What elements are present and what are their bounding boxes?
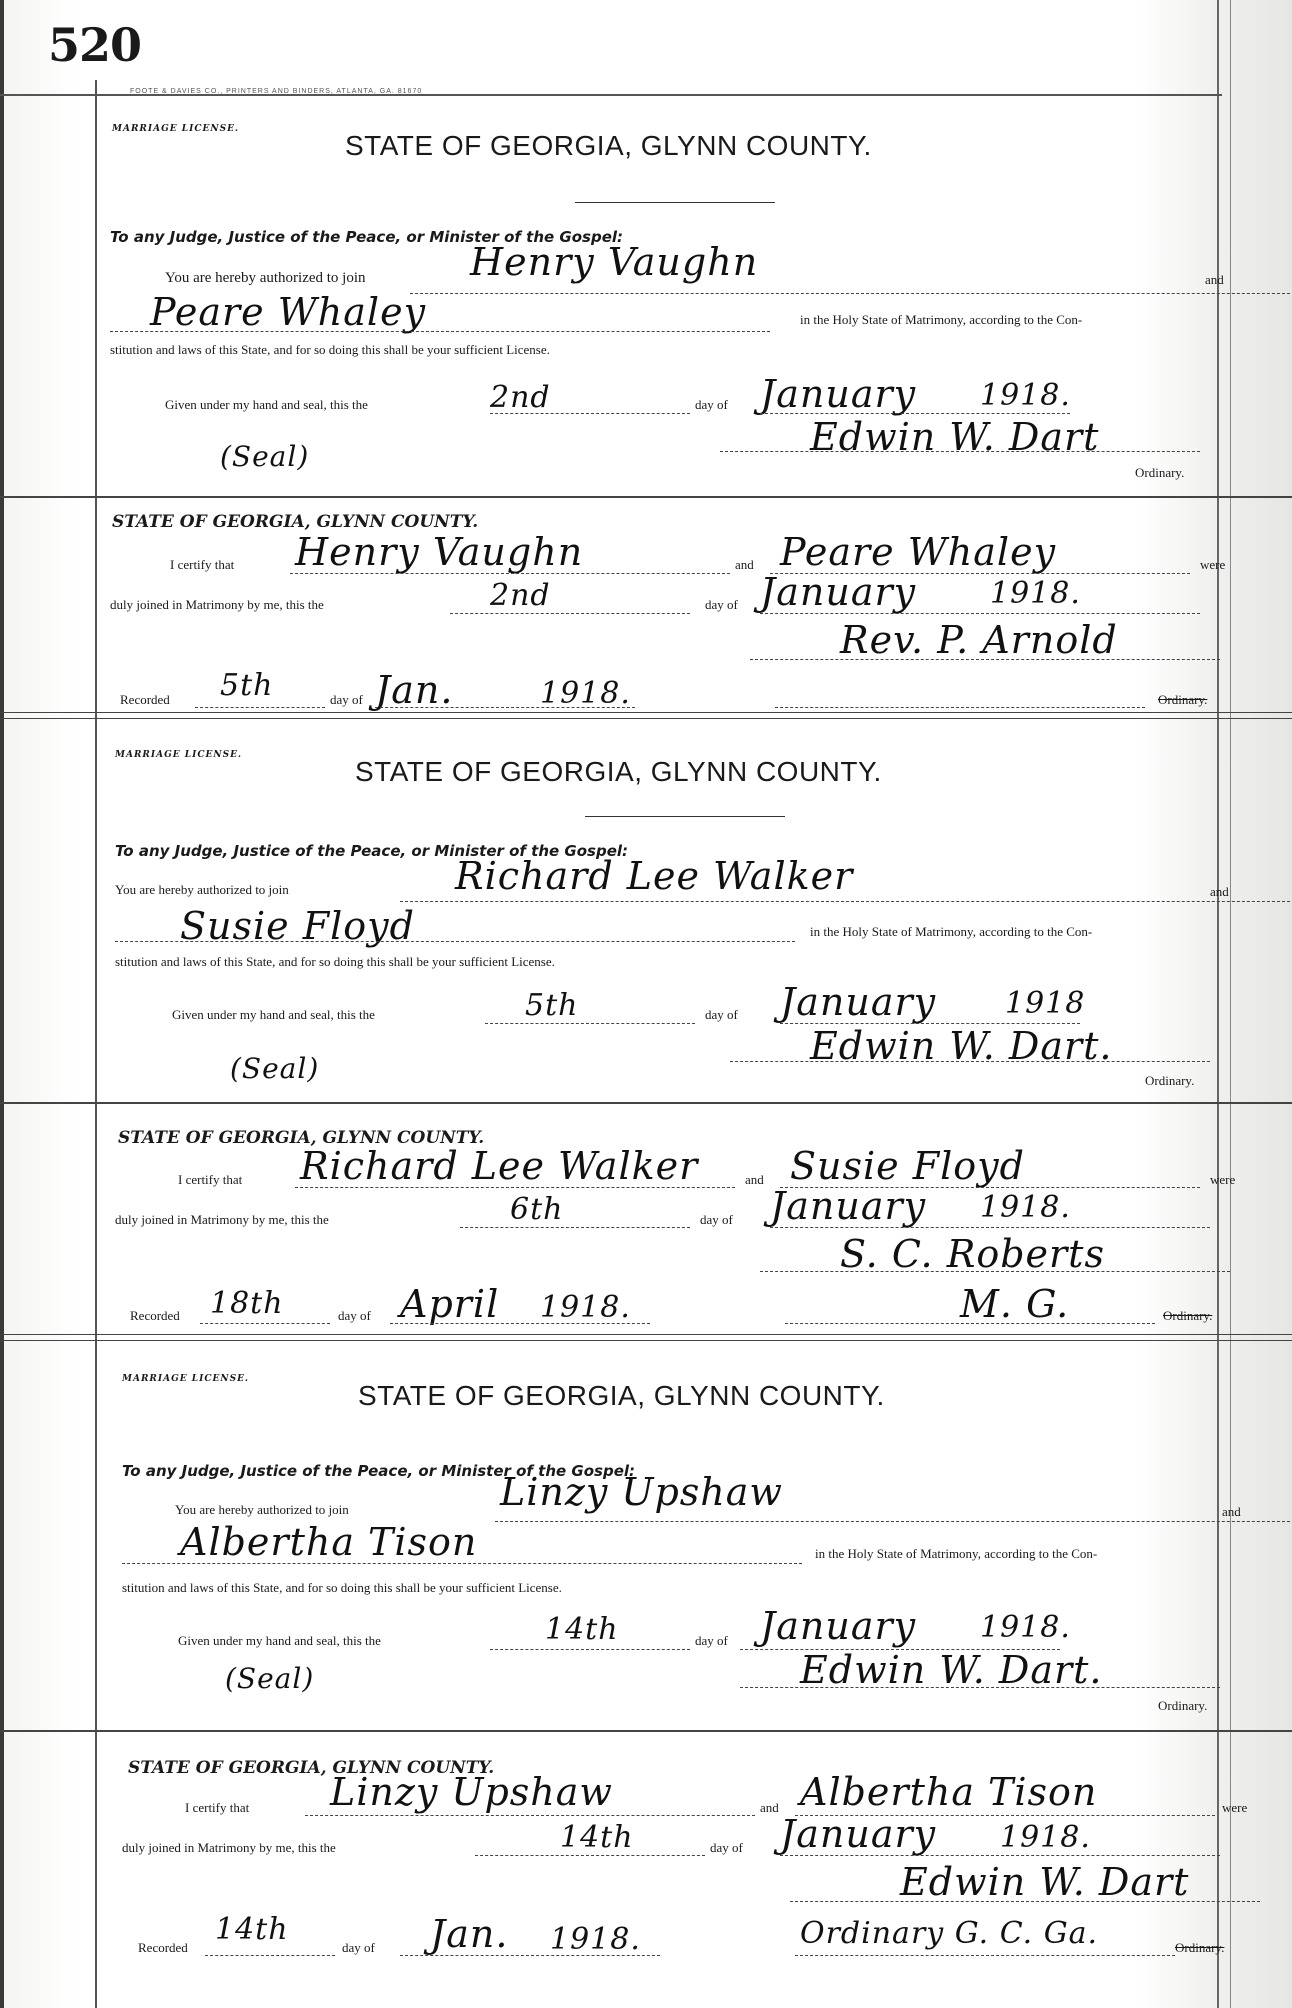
license-address: To any Judge, Justice of the Peace, or Minister of the Gospel: bbox=[110, 228, 624, 246]
duly-text: duly joined in Matrimony by me, this the bbox=[110, 597, 324, 612]
cert-bride: Albertha Tison bbox=[800, 1770, 1098, 1814]
license-day: 5th bbox=[525, 988, 579, 1023]
officiant-signature: S. C. Roberts bbox=[840, 1232, 1105, 1276]
entry-divider bbox=[0, 1334, 1292, 1341]
recorded-day-line bbox=[200, 1322, 330, 1324]
recorded-year: 1918. bbox=[540, 1290, 631, 1325]
ordinary-signature: Edwin W. Dart. bbox=[800, 1648, 1103, 1692]
page-edge bbox=[0, 0, 4, 2008]
license-label: MARRIAGE LICENSE. bbox=[115, 750, 243, 760]
cert-day: 14th bbox=[560, 1820, 634, 1855]
groom-line bbox=[400, 900, 1292, 902]
day-of-text: day of bbox=[695, 397, 728, 412]
recorded-text: Recorded bbox=[120, 692, 170, 707]
recorded-day-line bbox=[205, 1954, 335, 1956]
cert-day-line bbox=[475, 1854, 705, 1856]
recorded-day: 18th bbox=[210, 1286, 284, 1321]
cert-bride: Susie Floyd bbox=[790, 1144, 1025, 1188]
title-rule bbox=[585, 816, 785, 817]
license-day-line bbox=[490, 412, 690, 414]
and-text: and bbox=[1205, 272, 1224, 287]
cert-state-title: STATE OF GEORGIA, GLYNN COUNTY. bbox=[118, 1128, 485, 1148]
cert-day-of-text: day of bbox=[700, 1212, 733, 1227]
and-text: and bbox=[1210, 884, 1229, 899]
license-cert-divider bbox=[0, 496, 1292, 498]
were-text: were bbox=[1200, 557, 1226, 572]
ordinary-signature: Edwin W. Dart bbox=[810, 415, 1100, 459]
title-rule bbox=[575, 202, 775, 203]
license-address: To any Judge, Justice of the Peace, or Minister of the Gospel: bbox=[115, 842, 629, 860]
seal-mark: (Seal) bbox=[230, 1052, 320, 1085]
ordinary-label: Ordinary. bbox=[1158, 1698, 1208, 1713]
were-text: were bbox=[1210, 1172, 1236, 1187]
ordinary-label: Ordinary. bbox=[1145, 1073, 1195, 1088]
authorized-text: You are hereby authorized to join bbox=[165, 270, 366, 286]
recorded-day: 14th bbox=[215, 1912, 289, 1947]
recorded-date-line bbox=[400, 1954, 660, 1956]
cert-groom: Richard Lee Walker bbox=[300, 1144, 699, 1188]
recorded-day-of: day of bbox=[342, 1940, 375, 1955]
officiant-line bbox=[790, 1900, 1260, 1902]
given-text: Given under my hand and seal, this the bbox=[165, 397, 368, 412]
cert-date-line bbox=[780, 1854, 1220, 1856]
authorized-text: You are hereby authorized to join bbox=[175, 1502, 349, 1517]
cert-date-line bbox=[770, 1226, 1210, 1228]
recorded-text: Recorded bbox=[138, 1940, 188, 1955]
officiant-line bbox=[760, 1270, 1230, 1272]
recorded-date-line bbox=[375, 706, 635, 708]
groom-line bbox=[410, 292, 1292, 294]
cert-groom-line bbox=[295, 1186, 735, 1188]
ordinary-label: Ordinary. bbox=[1135, 465, 1185, 480]
license-year: 1918. bbox=[980, 1610, 1071, 1645]
recorded-year: 1918. bbox=[540, 676, 631, 711]
constitution-text: stitution and laws of this State, and for so doing this shall be your sufficient License. bbox=[110, 342, 550, 357]
cert-groom: Henry Vaughn bbox=[295, 530, 584, 574]
duly-text: duly joined in Matrimony by me, this the bbox=[122, 1840, 336, 1855]
cert-month: January bbox=[780, 1812, 937, 1856]
constitution-text: stitution and laws of this State, and for so doing this shall be your sufficient License. bbox=[122, 1580, 562, 1595]
bride-line bbox=[115, 940, 795, 942]
were-text: were bbox=[1222, 1800, 1248, 1815]
cert-day: 2nd bbox=[490, 578, 551, 613]
cert-year: 1918. bbox=[990, 576, 1081, 611]
license-day-line bbox=[485, 1022, 695, 1024]
constitution-text: stitution and laws of this State, and for so doing this shall be your sufficient License. bbox=[115, 954, 555, 969]
cert-state-title: STATE OF GEORGIA, GLYNN COUNTY. bbox=[112, 512, 479, 532]
bride-name: Peare Whaley bbox=[150, 290, 427, 334]
license-label: MARRIAGE LICENSE. bbox=[112, 124, 240, 134]
bride-name: Susie Floyd bbox=[180, 904, 415, 948]
authorized-text: You are hereby authorized to join bbox=[115, 882, 289, 897]
cert-and-text: and bbox=[745, 1172, 764, 1187]
certify-text: I certify that bbox=[170, 557, 235, 572]
certify-text: I certify that bbox=[185, 1800, 250, 1815]
officiant-signature: Rev. P. Arnold bbox=[840, 618, 1118, 662]
license-day: 14th bbox=[545, 1612, 619, 1647]
cert-day-of-text: day of bbox=[705, 597, 738, 612]
cert-state-title: STATE OF GEORGIA, GLYNN COUNTY. bbox=[128, 1758, 495, 1778]
binding-rule-secondary bbox=[1230, 0, 1231, 2008]
cert-and-text: and bbox=[760, 1800, 779, 1815]
recorded-sig-line bbox=[795, 1954, 1175, 1956]
license-day-line bbox=[490, 1648, 690, 1650]
license-month: January bbox=[780, 980, 937, 1024]
certify-text: I certify that bbox=[178, 1172, 243, 1187]
recorded-day: 5th bbox=[220, 668, 274, 703]
cert-day-line bbox=[460, 1226, 690, 1228]
recorded-day-of: day of bbox=[338, 1308, 371, 1323]
license-date-line bbox=[760, 412, 1070, 414]
recorded-signature: Ordinary G. C. Ga. bbox=[800, 1916, 1099, 1951]
license-title: STATE OF GEORGIA, GLYNN COUNTY. bbox=[345, 130, 872, 161]
day-of-text: day of bbox=[695, 1633, 728, 1648]
recorded-day-line bbox=[195, 706, 325, 708]
license-address: To any Judge, Justice of the Peace, or Minister of the Gospel: bbox=[122, 1462, 636, 1480]
ordinary-struck: Ordinary. bbox=[1158, 692, 1208, 707]
recorded-sig-line bbox=[785, 1322, 1155, 1324]
ordinary-struck: Ordinary. bbox=[1175, 1940, 1225, 1955]
cert-groom: Linzy Upshaw bbox=[330, 1770, 613, 1814]
license-day: 2nd bbox=[490, 380, 551, 415]
day-of-text: day of bbox=[705, 1007, 738, 1022]
cert-bride: Peare Whaley bbox=[780, 530, 1057, 574]
cert-year: 1918. bbox=[1000, 1820, 1091, 1855]
license-label: MARRIAGE LICENSE. bbox=[122, 1374, 250, 1384]
recorded-year: 1918. bbox=[550, 1922, 641, 1957]
recorded-month: Jan. bbox=[430, 1912, 509, 1956]
license-year: 1918. bbox=[980, 378, 1071, 413]
cert-and-text: and bbox=[735, 557, 754, 572]
entry-divider bbox=[0, 712, 1292, 719]
page-number: 520 bbox=[48, 18, 142, 72]
recorded-month: Jan. bbox=[375, 668, 454, 712]
bride-line bbox=[110, 330, 770, 332]
ordinary-sig-line bbox=[720, 450, 1200, 452]
license-year: 1918 bbox=[1005, 986, 1086, 1021]
groom-name: Richard Lee Walker bbox=[455, 854, 854, 898]
cert-month: January bbox=[770, 1184, 927, 1228]
recorded-sig-line bbox=[775, 706, 1145, 708]
license-cert-divider bbox=[0, 1102, 1292, 1104]
recorded-signature: M. G. bbox=[960, 1282, 1070, 1326]
cert-groom-line bbox=[305, 1814, 755, 1816]
license-month: January bbox=[760, 372, 917, 416]
cert-date-line bbox=[760, 612, 1200, 614]
binding-rule bbox=[1217, 0, 1219, 2008]
given-text: Given under my hand and seal, this the bbox=[172, 1007, 375, 1022]
recorded-text: Recorded bbox=[130, 1308, 180, 1323]
cert-day: 6th bbox=[510, 1192, 564, 1227]
duly-text: duly joined in Matrimony by me, this the bbox=[115, 1212, 329, 1227]
ordinary-sig-line bbox=[730, 1060, 1210, 1062]
groom-name: Linzy Upshaw bbox=[500, 1470, 783, 1514]
cert-day-of-text: day of bbox=[710, 1840, 743, 1855]
cert-month: January bbox=[760, 570, 917, 614]
holy-state-text: in the Holy State of Matrimony, according to the Con- bbox=[815, 1546, 1098, 1561]
holy-state-text: in the Holy State of Matrimony, according to the Con- bbox=[810, 924, 1093, 939]
recorded-date-line bbox=[390, 1322, 650, 1324]
seal-mark: (Seal) bbox=[220, 440, 310, 473]
ordinary-signature: Edwin W. Dart. bbox=[810, 1024, 1113, 1068]
ordinary-struck: Ordinary. bbox=[1163, 1308, 1213, 1323]
license-cert-divider bbox=[0, 1730, 1292, 1732]
printer-imprint: FOOTE & DAVIES CO., PRINTERS AND BINDERS, ATLANTA, GA. 81670 bbox=[130, 88, 423, 95]
and-text: and bbox=[1222, 1504, 1241, 1519]
cert-day-line bbox=[450, 612, 690, 614]
holy-state-text: in the Holy State of Matrimony, according to the Con- bbox=[800, 312, 1083, 327]
groom-name: Henry Vaughn bbox=[470, 240, 759, 284]
cert-year: 1918. bbox=[980, 1190, 1071, 1225]
groom-line bbox=[495, 1520, 1292, 1522]
bride-name: Albertha Tison bbox=[180, 1520, 478, 1564]
given-text: Given under my hand and seal, this the bbox=[178, 1633, 381, 1648]
cert-groom-line bbox=[290, 572, 730, 574]
bride-line bbox=[122, 1562, 802, 1564]
margin-rule bbox=[95, 80, 97, 2008]
license-title: STATE OF GEORGIA, GLYNN COUNTY. bbox=[355, 756, 882, 787]
officiant-signature: Edwin W. Dart bbox=[900, 1860, 1190, 1904]
ordinary-sig-line bbox=[740, 1686, 1220, 1688]
recorded-month: April bbox=[400, 1282, 500, 1326]
officiant-line bbox=[750, 658, 1220, 660]
license-month: January bbox=[760, 1604, 917, 1648]
recorded-day-of: day of bbox=[330, 692, 363, 707]
seal-mark: (Seal) bbox=[225, 1662, 315, 1695]
license-title: STATE OF GEORGIA, GLYNN COUNTY. bbox=[358, 1380, 885, 1411]
